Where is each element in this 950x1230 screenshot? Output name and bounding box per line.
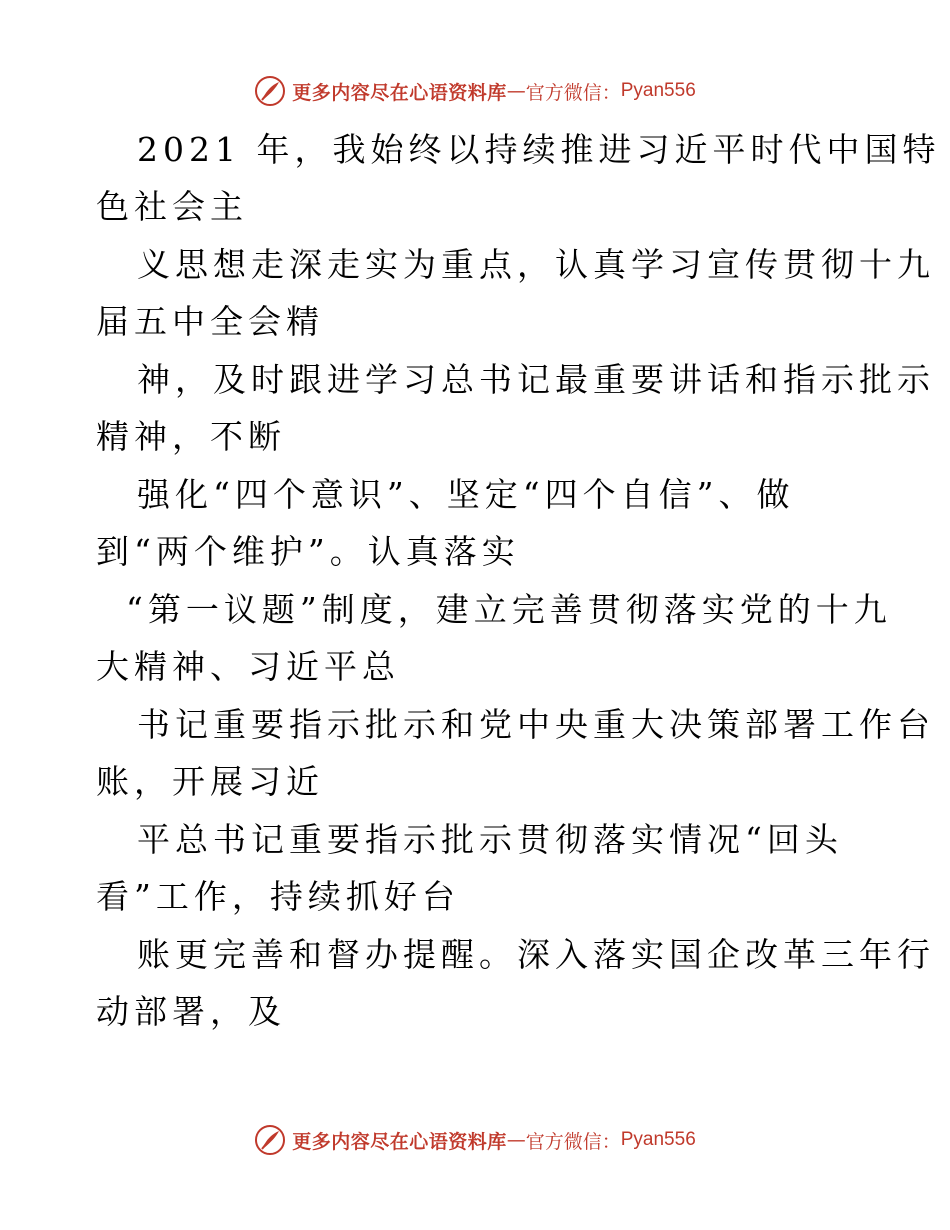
body-line: 2021 年，我始终以持续推进习近平时代中国特 [137, 130, 941, 169]
body-line: 届五中全会精 [96, 302, 324, 341]
watermark-wechat-id: Pyan556 [620, 80, 696, 101]
watermark-wechat-id: Pyan556 [620, 1129, 696, 1150]
watermark-dash: — [506, 80, 526, 102]
watermark-site-text: 更多内容尽在心语资料库 [292, 1130, 507, 1153]
watermark-dash: — [506, 1129, 526, 1151]
body-line: 看”工作，持续抓好台 [96, 877, 460, 916]
watermark-wechat-label: 官方微信： [525, 81, 621, 104]
body-line: “第一议题”制度，建立完善贯彻落实党的十九 [126, 590, 892, 629]
header-watermark [0, 71, 950, 111]
quill-pen-logo-icon [254, 1124, 286, 1156]
body-line: 账更完善和督办提醒。深入落实国企改革三年行 [137, 935, 935, 974]
body-line: 平总书记重要指示批示贯彻落实情况“回头 [137, 820, 843, 859]
quill-pen-logo-icon [254, 75, 286, 107]
body-line: 动部署，及 [96, 992, 286, 1031]
body-line: 书记重要指示批示和党中央重大决策部署工作台 [137, 705, 935, 744]
body-line: 大精神、习近平总 [96, 647, 400, 686]
body-line: 色社会主 [96, 187, 248, 226]
body-line: 到“两个维护”。认真落实 [96, 532, 520, 571]
body-line: 精神，不断 [96, 417, 286, 456]
body-line: 强化“四个意识”、坚定“四个自信”、做 [137, 475, 795, 514]
footer-watermark [0, 1120, 950, 1160]
body-line: 账，开展习近 [96, 762, 324, 801]
watermark-wechat-label: 官方微信： [525, 1130, 621, 1153]
body-line: 义思想走深走实为重点，认真学习宣传贯彻十九 [137, 245, 935, 284]
body-line: 神，及时跟进学习总书记最重要讲话和指示批示 [137, 360, 935, 399]
watermark-site-text: 更多内容尽在心语资料库 [292, 81, 507, 104]
